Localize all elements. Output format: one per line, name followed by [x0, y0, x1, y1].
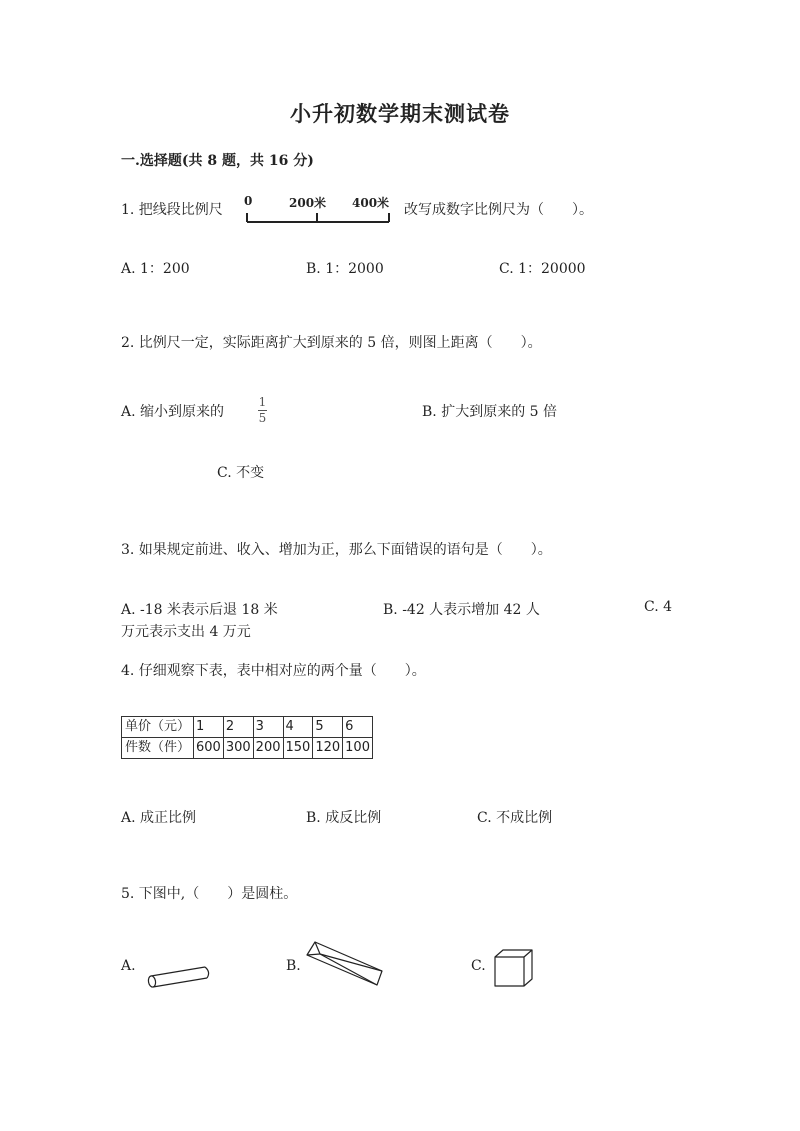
section-heading: 一.选择题(共 8 题，共 16 分) — [121, 153, 314, 169]
table-cell: 300 — [223, 738, 253, 759]
fraction-numerator: 1 — [258, 395, 267, 409]
q2-option-c[interactable]: C. 不变 — [217, 465, 265, 481]
scale-bar — [244, 210, 394, 226]
fraction-one-fifth — [258, 396, 267, 425]
table-cell: 120 — [313, 738, 343, 759]
scale-label-200: 200米 — [289, 196, 327, 210]
question-1-suffix: 改写成数字比例尺为（ ）。 — [404, 202, 593, 218]
scale-label-400: 400米 — [352, 196, 390, 210]
triangular-prism-icon — [303, 938, 385, 990]
q4-option-a[interactable]: A. 成正比例 — [121, 810, 197, 826]
q4-option-c[interactable]: C. 不成比例 — [477, 810, 553, 826]
table-cell: 3 — [253, 717, 283, 738]
question-4-text: 4. 仔细观察下表，表中相对应的两个量（ ）。 — [121, 663, 426, 679]
table-cell: 2 — [223, 717, 253, 738]
q3-option-c[interactable]: C. 4 — [644, 599, 673, 615]
fraction-denominator: 5 — [258, 411, 267, 425]
table-cell: 5 — [313, 717, 343, 738]
question-2-text: 2. 比例尺一定，实际距离扩大到原来的 5 倍，则图上距离（ ）。 — [121, 335, 542, 351]
table-row — [122, 738, 373, 759]
table-row-header: 单价（元） — [122, 717, 194, 738]
table-cell: 1 — [194, 717, 224, 738]
table-row-header: 件数（件） — [122, 738, 194, 759]
line-scale-figure — [244, 194, 394, 228]
cube-icon — [492, 947, 536, 991]
page-title: 小升初数学期末测试卷 — [290, 101, 510, 126]
q1-option-b[interactable]: B. 1：2000 — [306, 261, 384, 277]
question-5-text: 5. 下图中,（ ）是圆柱。 — [121, 886, 298, 902]
q3-option-c-continued: 万元表示支出 4 万元 — [121, 624, 251, 640]
question-1-prefix: 1. 把线段比例尺 — [121, 202, 223, 218]
question-3-text: 3. 如果规定前进、收入、增加为正，那么下面错误的语句是（ ）。 — [121, 542, 552, 558]
q3-option-a[interactable]: A. -18 米表示后退 18 米 — [121, 602, 278, 618]
q1-option-a[interactable]: A. 1：200 — [121, 261, 190, 277]
table-cell: 150 — [283, 738, 313, 759]
table-cell: 100 — [343, 738, 373, 759]
table-cell: 6 — [343, 717, 373, 738]
q5-option-a[interactable]: A. — [121, 958, 136, 974]
table-cell: 200 — [253, 738, 283, 759]
scale-label-0: 0 — [244, 194, 253, 208]
cylinder-rod-icon — [143, 962, 213, 992]
q5-option-b[interactable]: B. — [286, 958, 301, 974]
q5-option-c[interactable]: C. — [471, 958, 486, 974]
q3-option-b[interactable]: B. -42 人表示增加 42 人 — [383, 602, 540, 618]
q1-option-c[interactable]: C. 1：20000 — [499, 261, 586, 277]
table-cell: 600 — [194, 738, 224, 759]
table-cell: 4 — [283, 717, 313, 738]
table-row — [122, 717, 373, 738]
q2-option-b[interactable]: B. 扩大到原来的 5 倍 — [422, 404, 557, 420]
q2-option-a-label: A. 缩小到原来的 — [121, 404, 225, 420]
q4-option-b[interactable]: B. 成反比例 — [306, 810, 382, 826]
q2-option-a[interactable] — [121, 401, 224, 421]
price-quantity-table — [121, 716, 373, 759]
